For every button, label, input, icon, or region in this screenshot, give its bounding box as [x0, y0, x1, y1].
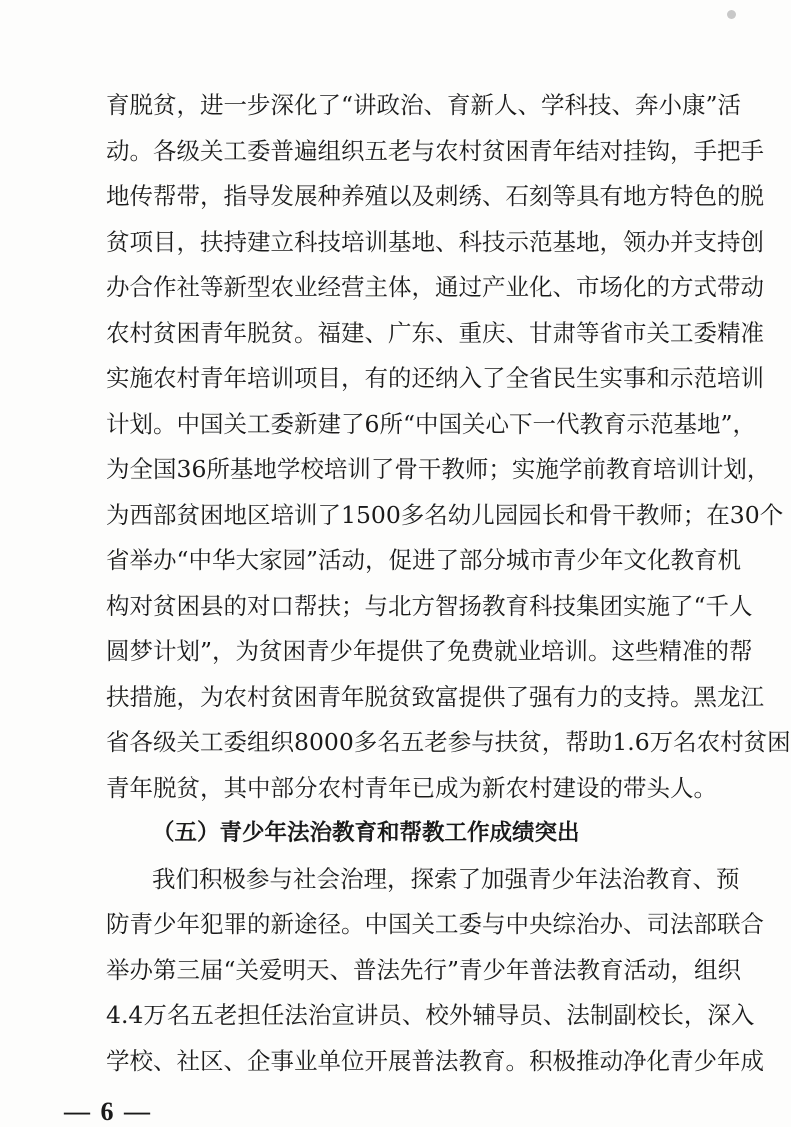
section-heading: （五）青少年法治教育和帮教工作成绩突出 — [152, 820, 580, 846]
text-line: 贫项目，扶持建立科技培训基地、科技示范基地，领办并支持创 — [106, 227, 764, 256]
page-number: — 6 — — [64, 1097, 152, 1126]
text-line: 动。各级关工委普遍组织五老与农村贫困青年结对挂钩，手把手 — [106, 136, 764, 165]
text-line: 为西部贫困地区培训了1500多名幼儿园园长和骨干教师；在30个 — [106, 500, 784, 529]
text-line: 4.4万名五老担任法治宣讲员、校外辅导员、法制副校长，深入 — [106, 1001, 755, 1029]
text-line: 育脱贫，进一步深化了“讲政治、育新人、学科技、奔小康”活 — [106, 91, 742, 119]
text-line: 地传帮带，指导发展种养殖以及刺绣、石刻等具有地方特色的脱 — [106, 182, 764, 210]
text-line: 我们积极参与社会治理，探索了加强青少年法治教育、预 — [152, 864, 740, 893]
text-line: 省各级关工委组织8000多名五老参与扶贫，帮助1.6万名农村贫困 — [106, 728, 791, 756]
text-line: 为全国36所基地学校培训了骨干教师；实施学前教育培训计划， — [106, 455, 771, 483]
text-line: 学校、社区、企事业单位开展普法教育。积极推动净化青少年成 — [106, 1046, 764, 1075]
text-line: 省举办“中华大家园”活动，促进了部分城市青少年文化教育机 — [106, 546, 742, 574]
text-line: 圆梦计划”，为贫困青少年提供了免费就业培训。这些精准的帮 — [106, 637, 753, 665]
text-line: 计划。中国关工委新建了6所“中国关心下一代教育示范基地”， — [106, 409, 756, 438]
text-line: 办合作社等新型农业经营主体，通过产业化、市场化的方式带动 — [106, 273, 764, 301]
text-line: 实施农村青年培训项目，有的还纳入了全省民生实事和示范培训 — [106, 364, 764, 392]
text-line: 举办第三届“关爱明天、普法先行”青少年普法教育活动，组织 — [106, 955, 742, 984]
scan-mark — [727, 10, 736, 19]
text-line: 青年脱贫，其中部分农村青年已成为新农村建设的带头人。 — [106, 773, 717, 802]
text-line: 防青少年犯罪的新途径。中国关工委与中央综治办、司法部联合 — [106, 910, 764, 938]
text-line: 构对贫困县的对口帮扶；与北方智扬教育科技集团实施了“千人 — [106, 591, 753, 620]
text-line: 扶措施，为农村贫困青年脱贫致富提供了强有力的支持。黑龙江 — [106, 682, 764, 711]
text-line: 农村贫困青年脱贫。福建、广东、重庆、甘肃等省市关工委精准 — [106, 318, 764, 347]
